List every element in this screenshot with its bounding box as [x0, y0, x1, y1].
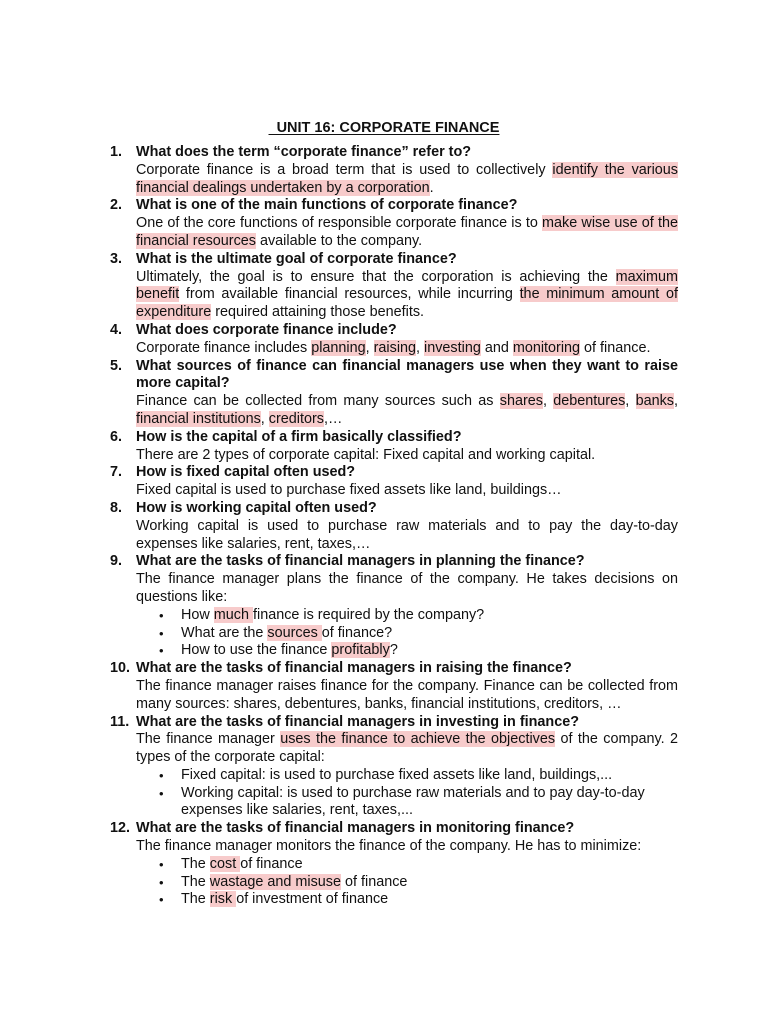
bullet-list [136, 856, 678, 909]
question-text: What is the ultimate goal of corporate finance? [136, 250, 457, 267]
question-item [110, 322, 678, 358]
highlighted-text: maximum benefit [136, 268, 678, 303]
page-title: UNIT 16: CORPORATE FINANCE [268, 120, 500, 136]
bullet-item [181, 785, 678, 821]
answer-paragraph [136, 393, 678, 429]
answer-text: How to use the finance [181, 642, 332, 659]
question-number: 7. [110, 464, 123, 481]
answer-text: from available financial resources, while incurring [179, 286, 520, 303]
highlighted-text: wastage and misuse [209, 873, 341, 890]
answer-text: available to the company. [255, 232, 423, 249]
answer-text: , [625, 393, 636, 410]
highlighted-text: the minimum amount of expenditure [136, 286, 678, 321]
question-text: What sources of finance can financial managers use when they want to raise more capital? [136, 357, 678, 392]
answer-text: The [181, 891, 210, 908]
highlighted-text: uses the finance to achieve the objectives [280, 731, 556, 748]
question-item [110, 197, 678, 250]
answer-text: Corporate finance is a broad term that is used to collectively [136, 161, 553, 178]
answer-paragraph [136, 678, 678, 714]
answer-text: of finance [341, 873, 408, 890]
answer-text: The [181, 855, 210, 872]
question-text: What does the term “corporate finance” refer to? [136, 144, 472, 160]
answer-text: ? [389, 642, 398, 659]
highlighted-text: banks [635, 393, 674, 410]
question-number: 5. [110, 357, 123, 374]
bullet-item [181, 625, 678, 643]
question-number: 10. [110, 660, 131, 677]
answer-paragraph [136, 482, 678, 500]
highlighted-text: make wise use of the financial resources [136, 215, 678, 249]
answer-text: The finance manager monitors the finance of the company. He has to minimize: [136, 838, 642, 855]
highlighted-text: financial institutions [136, 410, 261, 427]
answer-text: How [181, 606, 214, 623]
question-item [110, 553, 678, 660]
answer-paragraph [136, 269, 678, 322]
question-number: 9. [110, 553, 123, 570]
bullet-item [181, 856, 678, 874]
question-item [110, 820, 678, 909]
answer-text: of finance? [321, 624, 393, 641]
answer-text: Fixed capital is used to purchase fixed assets like land, buildings… [136, 482, 562, 499]
bullet-item [181, 642, 678, 660]
highlighted-text: shares [499, 393, 543, 410]
answer-text: finance is required by the company? [253, 606, 485, 623]
answer-text: , [542, 393, 554, 410]
question-item [110, 144, 678, 197]
highlighted-text: raising [373, 339, 417, 356]
answer-text: of finance. [580, 339, 651, 356]
answer-text: , [365, 339, 374, 356]
question-item [110, 464, 678, 500]
answer-paragraph [136, 838, 678, 856]
answer-text: Fixed capital: is used to purchase fixed assets like land, buildings,... [181, 766, 613, 783]
answer-paragraph [136, 162, 678, 198]
question-number: 6. [110, 428, 123, 445]
answer-text: Working capital: is used to purchase raw materials and to pay day-to-day expenses like salaries, rent, taxes,... [181, 784, 645, 819]
answer-text: , [260, 410, 269, 427]
answer-paragraph [136, 518, 678, 554]
answer-text: There are 2 types of corporate capital: Fixed capital and working capital. [136, 446, 596, 463]
question-text: How is working capital often used? [136, 499, 377, 516]
highlighted-text: creditors [268, 410, 324, 427]
answer-text: Finance can be collected from many sources such as [136, 393, 500, 410]
question-text: What is one of the main functions of corporate finance? [136, 197, 518, 214]
question-text: What are the tasks of financial managers in planning the finance? [136, 553, 585, 570]
bullet-list [136, 767, 678, 820]
highlighted-text: profitably [331, 642, 390, 659]
question-item [110, 714, 678, 821]
answer-text: What are the [181, 624, 268, 641]
highlighted-text: monitoring [512, 339, 581, 356]
bullet-item [181, 607, 678, 625]
bullet-list [136, 607, 678, 660]
highlighted-text: investing [424, 339, 481, 356]
question-number: 11. [110, 713, 130, 730]
answer-paragraph [136, 571, 678, 607]
question-text: How is the capital of a firm basically classified? [136, 428, 462, 445]
highlighted-text: much [213, 606, 253, 623]
answer-text: The finance manager plans the finance of the company. He takes decisions on questions like: [136, 571, 678, 605]
answer-text: The [181, 873, 210, 890]
question-item [110, 429, 678, 465]
question-list [110, 144, 678, 909]
question-item [110, 358, 678, 429]
bullet-item [181, 767, 678, 785]
answer-paragraph [136, 447, 678, 465]
highlighted-text: identify the various financial dealings undertaken by a corporation [136, 161, 678, 196]
highlighted-text: cost [209, 855, 241, 872]
answer-text: The finance manager raises finance for the company. Finance can be collected from many sources: shares, debentures, banks, financial institutions, creditors, … [136, 677, 678, 712]
answer-text: Corporate finance includes [136, 339, 312, 356]
question-text: How is fixed capital often used? [136, 464, 356, 481]
answer-text: . [429, 179, 434, 196]
question-text: What are the tasks of financial managers in monitoring finance? [136, 820, 575, 837]
question-item [110, 251, 678, 322]
answer-paragraph [136, 731, 678, 767]
highlighted-text: debentures [553, 393, 626, 410]
question-number: 8. [110, 499, 123, 516]
question-number: 1. [110, 144, 123, 160]
bullet-item [181, 891, 678, 909]
question-item [110, 660, 678, 713]
answer-paragraph [136, 340, 678, 358]
answer-text: and [480, 339, 513, 356]
answer-paragraph [136, 215, 678, 251]
answer-text: One of the core functions of responsible corporate finance is to [136, 215, 543, 232]
bullet-item [181, 874, 678, 892]
answer-text: required attaining those benefits. [211, 304, 425, 321]
answer-text: The finance manager [136, 731, 281, 748]
answer-text: ,… [323, 410, 343, 427]
question-number: 4. [110, 321, 123, 338]
answer-text: of finance [240, 855, 303, 872]
answer-text: of the company. 2 types of the corporate capital: [136, 731, 678, 766]
highlighted-text: planning [311, 339, 366, 356]
question-text: What does corporate finance include? [136, 321, 397, 338]
answer-text: , [674, 393, 678, 410]
answer-text: of investment of finance [236, 891, 389, 908]
question-number: 12. [110, 820, 131, 837]
question-text: What are the tasks of financial managers in raising the finance? [136, 660, 572, 677]
answer-text: , [416, 339, 425, 356]
answer-text: Working capital is used to purchase raw materials and to pay the day-to-day expenses like salaries, rent, taxes,… [136, 517, 678, 552]
answer-text: Ultimately, the goal is to ensure that the corporation is achieving the [136, 268, 616, 285]
highlighted-text: sources [267, 624, 322, 641]
question-number: 2. [110, 197, 123, 214]
question-number: 3. [110, 250, 123, 267]
question-item [110, 500, 678, 553]
question-text: What are the tasks of financial managers in investing in finance? [136, 713, 580, 730]
highlighted-text: risk [209, 891, 237, 908]
